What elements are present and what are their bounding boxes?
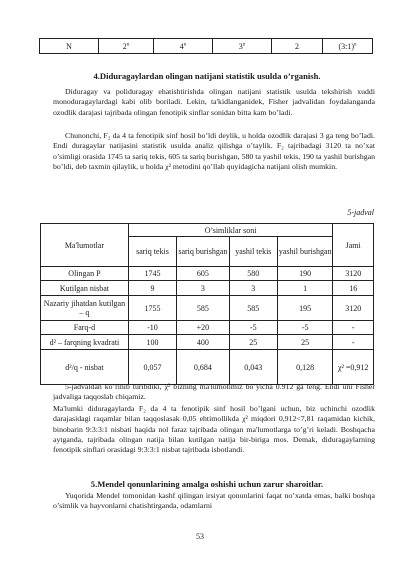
table-row [41,296,374,321]
cell-text: 580 [247,269,260,278]
row-label [41,335,129,350]
header-cell [277,237,332,267]
header-cell [128,224,333,237]
table-cell [128,335,176,350]
table-row [40,39,373,54]
header-text: sariq tekis [136,247,169,257]
table-header-row [41,224,374,237]
cell-text: Nazariy jihatdan kutilgan – q [43,299,126,317]
cell-text: 3120 [345,303,362,313]
header-cell [177,237,230,267]
table-cell [229,350,277,385]
table-cell [177,281,230,296]
table-cell [323,39,373,54]
table-cell [213,39,272,54]
paragraph: Chunonchi, F₂ da 4 ta fenotipik sinf hosil bo’ldi deylik, u holda ozodlik darajasi 3 ga teng bo’ladi. Endi duragaylar natijasini statistik usulda analiz qilishga o’taylik. F₂ tajribadagi 3120 ta no’xat o’simligi orasida 1745 ta sariq tekis, 605 ta sariq burishgan, 580 ta yashil tekis, 190 ta yashil burishgan bo’ldi, deb taxmin qilaylik, u holda χ² metodini qo’llab quyidagicha natijani olish mumkin. [53,131,375,171]
row-label [41,267,129,281]
cell-text: 25 [301,337,310,347]
cell-text: 3 [238,41,243,51]
table-cell [40,39,99,54]
cell-text: 0,057 [143,362,162,372]
table-cell [128,296,176,321]
table-cell [128,321,176,335]
header-cell [128,237,176,267]
cell-text: 1745 [144,269,161,278]
section-heading: 4.Diduragaylardan olingan natijani statistik usulda o’rganish. [93,71,321,81]
cell-text: 585 [247,303,260,313]
table-cell [177,321,230,335]
cell-text: Farq-d [73,323,96,332]
cell-text: Olingan P [68,269,101,278]
cell-text: 16 [349,283,358,293]
cell-text: N [66,41,72,51]
table-cell [154,39,213,54]
table-cell [177,296,230,321]
header-text: sariq burishgan [178,247,228,257]
cell-text: - [351,323,355,332]
table-cell [277,350,332,385]
table-cell [277,281,332,296]
cell-text: - [351,337,355,347]
header-text: Jami [345,240,361,250]
cell-text: χ² =0,912 [337,362,369,372]
superscript: n [354,41,357,47]
table-cell [333,296,374,321]
table-cell [277,335,332,350]
table-cell [177,335,230,350]
section-heading: 5.Mendel qonunlarining amalga oshishi uchun zarur sharoitlar. [90,479,324,489]
table-cell [177,267,230,281]
cell-text: 195 [299,303,312,313]
cell-text: 2 [295,41,299,51]
header-text: yashil tekis [235,247,272,257]
superscript: n [242,41,246,47]
cell-text: d²/q - nisbat [65,362,104,372]
cell-text: 0,684 [193,362,212,372]
cell-text: 100 [146,337,159,347]
cell-text: d² – farqning kvadrati [49,337,120,347]
table-cell [333,335,374,350]
superscript: n [126,41,130,47]
cell-text: (3:1) [338,41,355,51]
table-cell [277,267,332,281]
header-text: Ma'lumotlar [64,240,105,250]
data-table [40,223,374,385]
paragraph: Ma'lumki diduragaylarda F₂ da 4 ta fenotipik sinf hosil bo’lgani uchun, biz uchinchi ozodlik darajasidagi raqamlar bilan taqqoslasak 0,05 ehtimollikda χ² miqdori 0,912<7,81 raqamidan kichik, binobarin 9:3:3:1 nisbati haqida nol faraz tajribada olingan ma'lumotlarga to’g’ri keladi. Boshqacha aytganda, tajribada olingan natija bilan kutilgan natija bir-biriga mos. Demak, diduragaylarning fenotipik sinflari orasidagi 9:3:3:1 nisbat tajribada isbotlandi. [53,404,375,455]
page-number: 53 [196,532,204,541]
cell-text: 4 [179,41,184,51]
header-text: O’simliklar soni [204,225,257,235]
table-cell [128,350,176,385]
row-label [41,321,129,335]
cell-text: 0,043 [244,362,263,372]
table-cell [333,281,374,296]
cell-text: 25 [249,337,258,347]
table-cell [333,350,374,385]
paragraph: 5-jadvaldan ko’rinib turibdiki, χ² bizning ma'lumotimiz bo’yicha 0.912 ga teng. Endi uni Fisher jadvaliga taqqoslab chiqamiz. [53,382,375,402]
top-table [39,38,373,54]
cell-text: +20 [196,323,210,332]
table-cell [229,267,277,281]
paragraph: Diduragay va poliduragay ehatishtirishda olingan natijani statistik usulda tekshirish xuddi monoduragaylardagi kabi olib boriladi. Lekin, ta'kidlanganidek, Fisher jadvalidan foydalanganda ozodlik darajasi tajribada olingan fenotipik sinflar sonidan bitta kam bo’ladi. [53,87,375,117]
cell-text: 3120 [345,269,362,278]
header-cell [41,224,129,267]
table-cell [272,39,323,54]
cell-text: 1 [303,283,308,293]
paragraph: Yuqorida Mendel tomonidan kashf qilingan irsiyat qonunlarini faqat no’xatda emas, balki boshqa o’simlik va hayvonlarni chatishtirganda, odamlarni [53,491,375,511]
table-row [41,281,374,296]
table-cell [277,321,332,335]
table-cell [229,281,277,296]
table-row [41,335,374,350]
header-text: yashil burishgan [278,247,332,257]
cell-text: 605 [196,269,209,278]
row-label [41,350,129,385]
table-cell [229,296,277,321]
cell-text: Kutilgan nisbat [59,283,109,293]
table-cell [277,296,332,321]
table-cell [333,267,374,281]
superscript: n [183,41,187,47]
table-cell [177,350,230,385]
cell-text: 9 [150,283,155,293]
cell-text: 0,128 [296,362,315,372]
cell-text: 3 [200,283,205,293]
cell-text: -5 [249,323,257,332]
table-cell [333,321,374,335]
cell-text: 3 [251,283,256,293]
table-cell [128,267,176,281]
table-cell [128,281,176,296]
cell-text: 1755 [144,303,161,313]
cell-text: -5 [301,323,309,332]
table-row [41,267,374,281]
cell-text: 2 [122,41,127,51]
table-row [41,321,374,335]
row-label [41,281,129,296]
table-caption: 5-jadval [347,208,374,217]
cell-text: 190 [299,269,312,278]
cell-text: -10 [147,323,158,332]
row-label [41,296,129,321]
header-cell [229,237,277,267]
cell-text: 585 [196,303,209,313]
cell-text: 400 [196,337,209,347]
header-cell [333,224,374,267]
table-cell [229,321,277,335]
table-row [41,350,374,385]
table-cell [229,335,277,350]
table-cell [99,39,154,54]
